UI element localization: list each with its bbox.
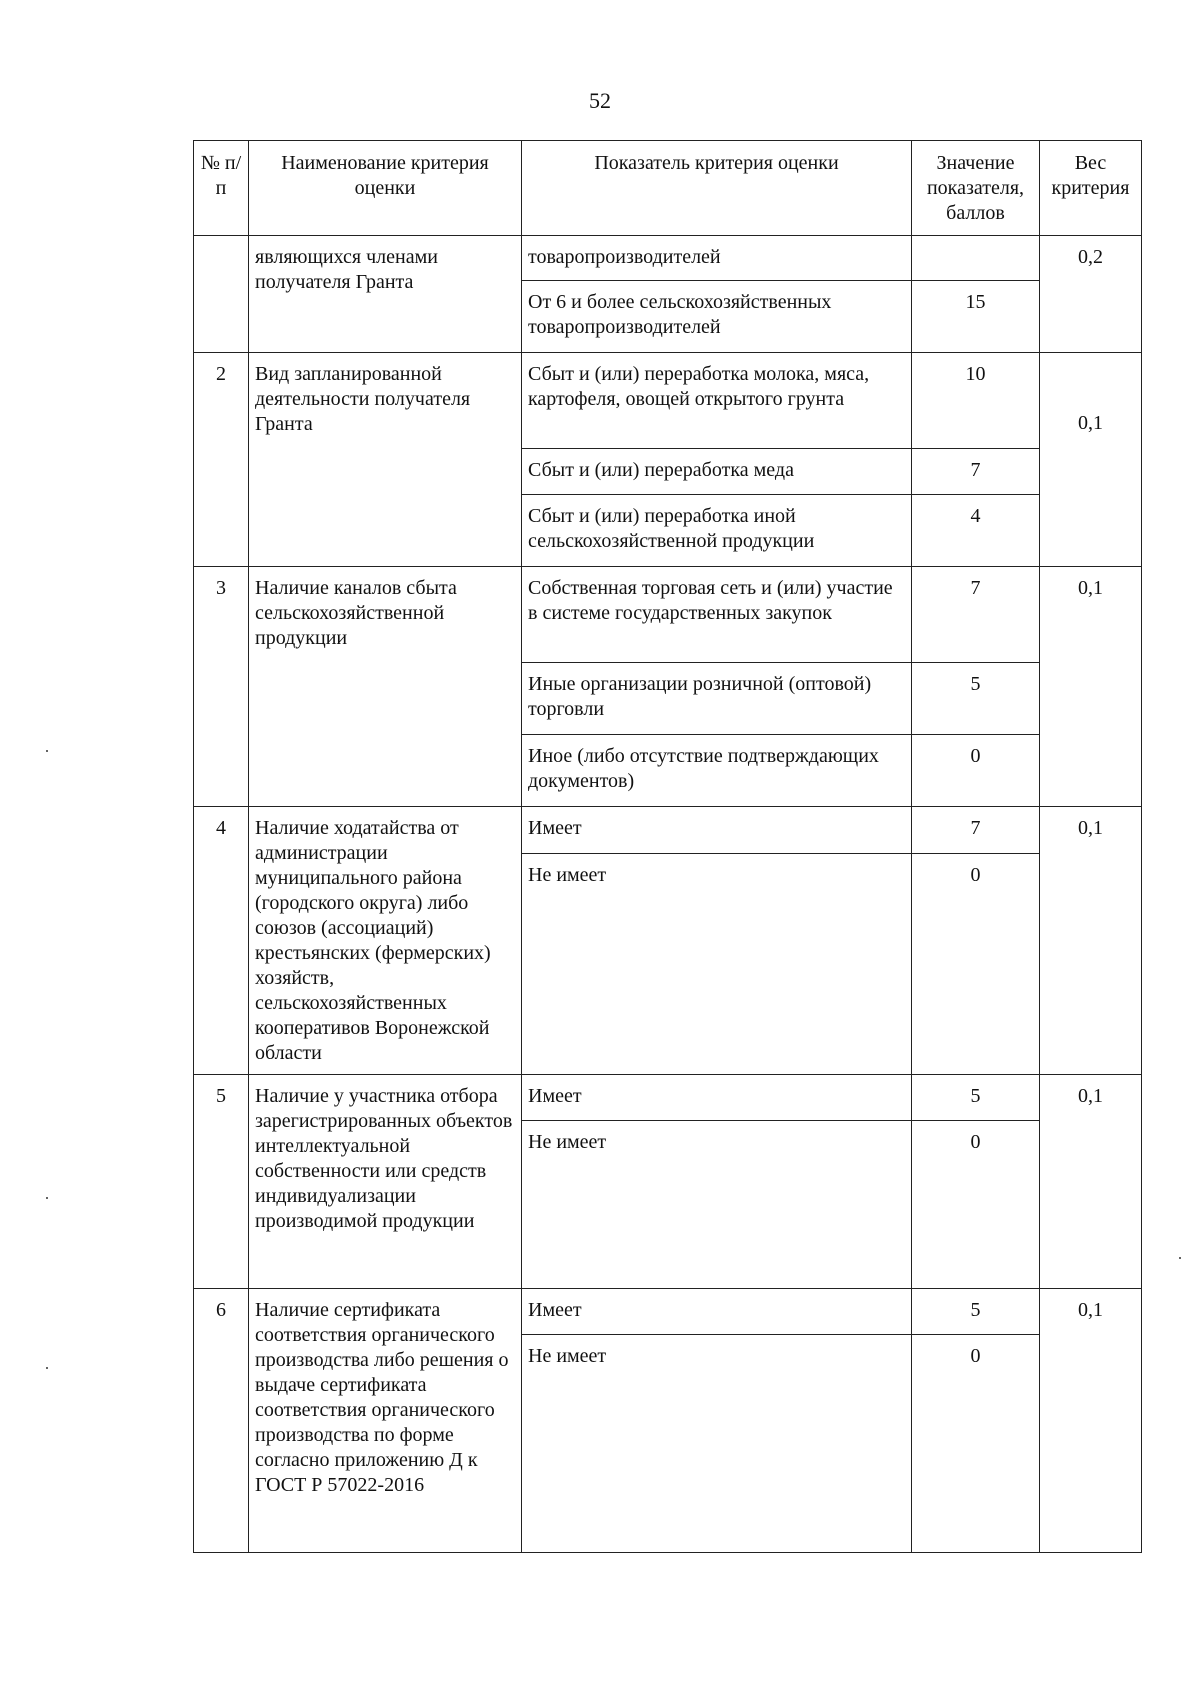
indicator-cell: Не имеет bbox=[522, 1121, 912, 1289]
value-cell: 7 bbox=[912, 567, 1040, 663]
value-cell: 5 bbox=[912, 663, 1040, 735]
value-cell: 10 bbox=[912, 353, 1040, 449]
value-cell: 0 bbox=[912, 735, 1040, 807]
criterion-number: 5 bbox=[194, 1075, 249, 1289]
weight-cell: 0,1 bbox=[1040, 567, 1142, 807]
scan-speck bbox=[46, 1197, 48, 1199]
indicator-cell: Не имеет bbox=[522, 853, 912, 1074]
table-row bbox=[194, 236, 1142, 281]
weight-cell: 0,2 bbox=[1040, 236, 1142, 353]
table-row bbox=[194, 1289, 1142, 1335]
value-cell: 0 bbox=[912, 1335, 1040, 1553]
header-value: Значение показателя, баллов bbox=[912, 141, 1040, 236]
weight-cell: 0,1 bbox=[1040, 1075, 1142, 1289]
table-header-row bbox=[194, 141, 1142, 236]
criterion-name: Наличие сертификата соответствия органического производства либо решения о выдаче сертификата соответствия органического производства по форме согласно приложению Д к ГОСТ Р 57022-2016 bbox=[249, 1289, 522, 1553]
criterion-number: 6 bbox=[194, 1289, 249, 1553]
criterion-name: Вид запланированной деятельности получателя Гранта bbox=[249, 353, 522, 567]
indicator-cell: Сбыт и (или) переработка иной сельскохозяйственной продукции bbox=[522, 495, 912, 567]
indicator-cell: Не имеет bbox=[522, 1335, 912, 1553]
indicator-cell: Собственная торговая сеть и (или) участие в системе государственных закупок bbox=[522, 567, 912, 663]
table-row bbox=[194, 1075, 1142, 1121]
weight-cell: 0,1 bbox=[1040, 807, 1142, 1075]
criterion-name: Наличие у участника отбора зарегистрированных объектов интеллектуальной собственности или средств индивидуализации производимой продукции bbox=[249, 1075, 522, 1289]
value-cell bbox=[912, 236, 1040, 281]
criterion-name: Наличие каналов сбыта сельскохозяйственной продукции bbox=[249, 567, 522, 807]
indicator-cell: Сбыт и (или) переработка молока, мяса, картофеля, овощей открытого грунта bbox=[522, 353, 912, 449]
criterion-number bbox=[194, 236, 249, 353]
scan-speck bbox=[46, 750, 48, 752]
header-indicator: Показатель критерия оценки bbox=[522, 141, 912, 236]
criterion-number: 4 bbox=[194, 807, 249, 1075]
criterion-name: являющихся членами получателя Гранта bbox=[249, 236, 522, 353]
header-num: № п/п bbox=[194, 141, 249, 236]
page-number: 52 bbox=[589, 88, 611, 113]
value-cell: 5 bbox=[912, 1289, 1040, 1335]
indicator-cell: Иные организации розничной (оптовой) торговли bbox=[522, 663, 912, 735]
indicator-cell: товаропроизводителей bbox=[522, 236, 912, 281]
value-cell: 4 bbox=[912, 495, 1040, 567]
criterion-number: 2 bbox=[194, 353, 249, 567]
indicator-cell: Сбыт и (или) переработка меда bbox=[522, 449, 912, 495]
indicator-cell: Имеет bbox=[522, 1289, 912, 1335]
criteria-table bbox=[193, 140, 1142, 1553]
table-row bbox=[194, 567, 1142, 663]
value-cell: 7 bbox=[912, 807, 1040, 854]
table-row bbox=[194, 807, 1142, 854]
value-cell: 7 bbox=[912, 449, 1040, 495]
value-cell: 0 bbox=[912, 1121, 1040, 1289]
value-cell: 15 bbox=[912, 281, 1040, 353]
weight-cell: 0,1 bbox=[1040, 353, 1142, 567]
value-cell: 0 bbox=[912, 853, 1040, 1074]
indicator-cell: Иное (либо отсутствие подтверждающих документов) bbox=[522, 735, 912, 807]
scan-speck bbox=[1179, 1257, 1181, 1259]
value-cell: 5 bbox=[912, 1075, 1040, 1121]
indicator-cell: Имеет bbox=[522, 807, 912, 854]
indicator-cell: От 6 и более сельскохозяйственных товаропроизводителей bbox=[522, 281, 912, 353]
header-weight: Вес критерия bbox=[1040, 141, 1142, 236]
indicator-cell: Имеет bbox=[522, 1075, 912, 1121]
weight-cell: 0,1 bbox=[1040, 1289, 1142, 1553]
scan-speck bbox=[46, 1367, 48, 1369]
header-name: Наименование критерия оценки bbox=[249, 141, 522, 236]
criterion-name: Наличие ходатайства от администрации муниципального района (городского округа) либо союзов (ассоциаций) крестьянских (фермерских) хозяйств, сельскохозяйственных кооперативов Воронежской области bbox=[249, 807, 522, 1075]
table-row bbox=[194, 353, 1142, 449]
criterion-number: 3 bbox=[194, 567, 249, 807]
